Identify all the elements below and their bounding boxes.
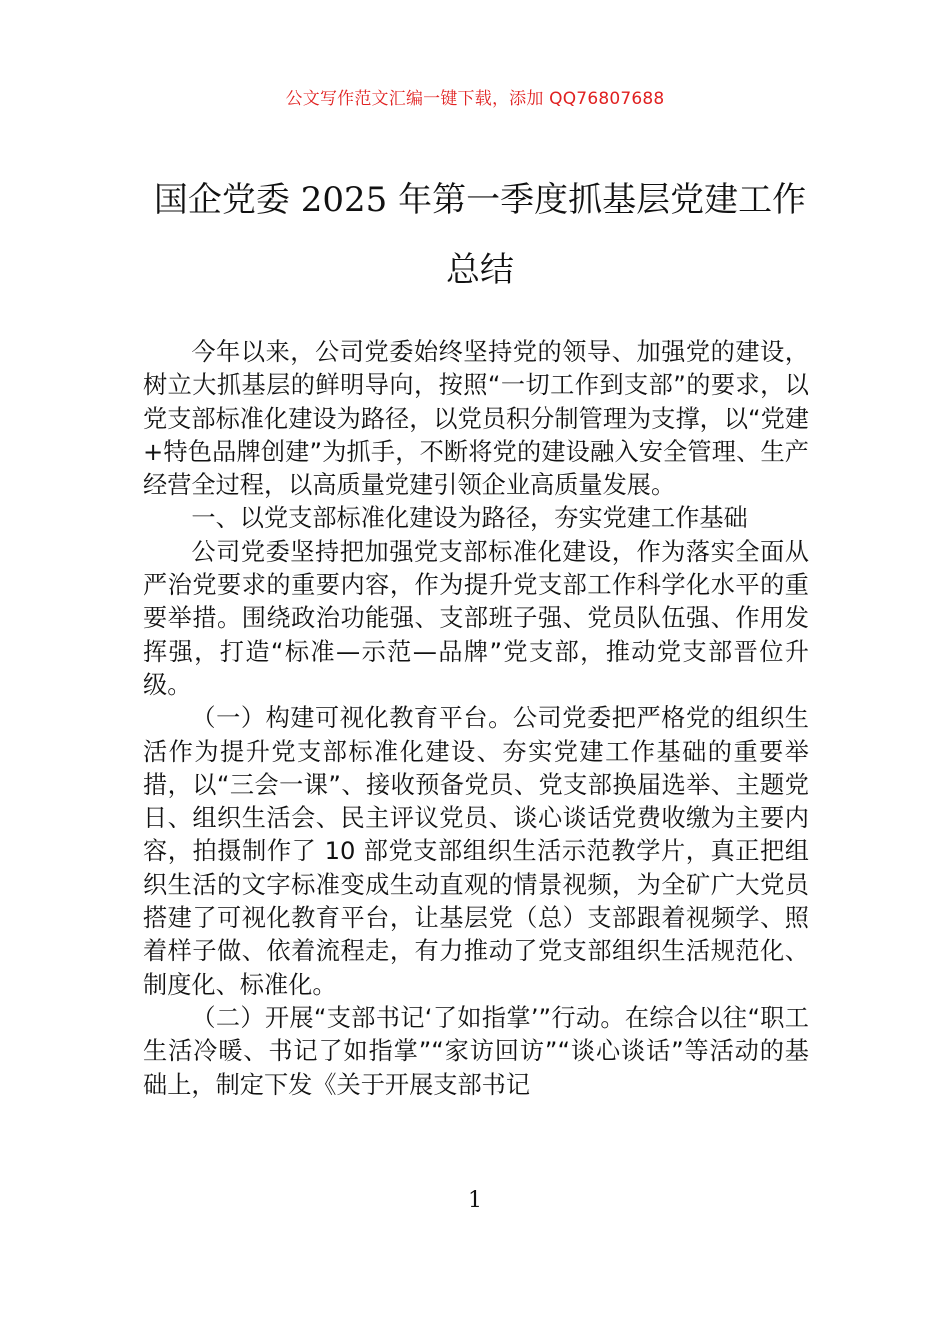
subsection-1-paragraph: （一）构建可视化教育平台。公司党委把严格党的组织生活作为提升党支部标准化建设、夯实党建工作基础的重要举措，以“三会一课”、接收预备党员、党支部换届选举、主题党日、组织生活会、民主评议党员、谈心谈话党费收缴为主要内容，拍摄制作了 10 部党支部组织生活示范教学片，真正把组织生活的文字标准变成生动直观的情景视频，为全矿广大党员搭建了可视化教育平台，让基层党（总）支部跟着视频学、照着样子做、依着流程走，有力推动了党支部组织生活规范化、制度化、标准化。 [143,704,809,999]
document-body [143,336,809,1102]
section-1-paragraph: 公司党委坚持把加强党支部标准化建设，作为落实全面从严治党要求的重要内容，作为提升党支部工作科学化水平的重要举措。围绕政治功能强、支部班子强、党员队伍强、作用发挥强，打造“标准—示范—品牌”党支部，推动党支部晋位升级。 [143,537,809,699]
section-heading-1: 一、以党支部标准化建设为路径，夯实党建工作基础 [191,504,748,533]
watermark-banner: 公文写作范文汇编一键下载，添加 QQ76807688 [285,89,665,109]
document-title-line-2: 总结 [446,250,514,290]
page-number: 1 [468,1188,482,1213]
intro-paragraph: 今年以来，公司党委始终坚持党的领导、加强党的建设，树立大抓基层的鲜明导向，按照“一切工作到支部”的要求，以党支部标准化建设为路径，以党员积分制管理为支撑，以“党建+特色品牌创建”为抓手，不断将党的建设融入安全管理、生产经营全过程，以高质量党建引领企业高质量发展。 [143,338,809,500]
document-title-line-1: 国企党委 2025 年第一季度抓基层党建工作 [153,180,807,220]
subsection-2-paragraph: （二）开展“支部书记‘了如指掌’”行动。在综合以往“职工生活冷暖、书记了如指掌”“家访回访”“谈心谈话”等活动的基础上，制定下发《关于开展支部书记 [143,1003,809,1099]
